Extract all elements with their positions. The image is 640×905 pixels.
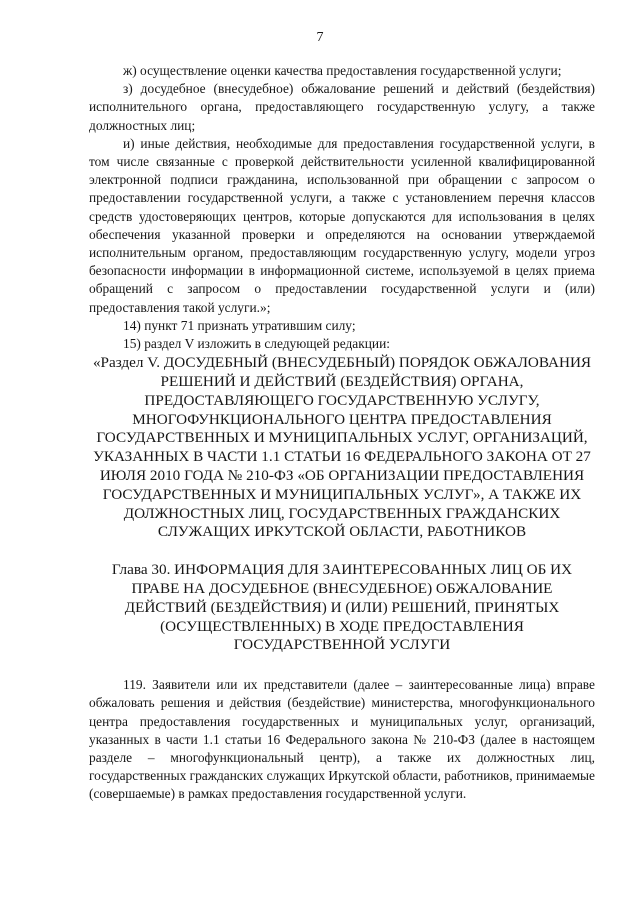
paragraph-z: з) досудебное (внесудебное) обжалование решений и действий (бездействия) исполнительного органа, предоставляющего государственную услугу, а также должностных лиц; (89, 81, 595, 133)
chapter-heading: Глава 30. ИНФОРМАЦИЯ ДЛЯ ЗАИНТЕРЕСОВАННЫХ ЛИЦ ОБ ИХ ПРАВЕ НА ДОСУДЕБНОЕ (ВНЕСУДЕБНОЕ) ОБЖАЛОВАНИЕ ДЕЙСТВИЙ (БЕЗДЕЙСТВИЯ) И (ИЛИ) РЕШЕНИЙ, ПРИНЯТЫХ (ОСУЩЕСТВЛЕННЫХ) В ХОДЕ ПРЕДОСТАВЛЕНИЯ ГОСУДАРСТВЕННОЙ УСЛУГИ (111, 561, 573, 654)
paragraph-14: 14) пункт 71 признать утратившим силу; (123, 317, 356, 333)
paragraph-i: и) иные действия, необходимые для предоставления государственной услуги, в том числе связанные с проверкой действительности усиленной квалифицированной электронной подписи гражданина, использованной при обращении с запросом о предоставлении государственной услуги, а также с установлением перечня классов средств удостоверяющих центров, которые допускаются для использования в целях обеспечения указанной проверки и определяются на основании утверждаемой исполнительным органом, предоставляющим государственную услугу, модели угроз безопасности информации в информационной системе, используемой в целях приема обращений с запросом о предоставлении государственной услуги и (или) предоставления такой услуги.»; (89, 135, 595, 315)
paragraph-15: 15) раздел V изложить в следующей редакции: (123, 336, 390, 352)
section-heading: «Раздел V. ДОСУДЕБНЫЙ (ВНЕСУДЕБНЫЙ) ПОРЯДОК ОБЖАЛОВАНИЯ РЕШЕНИЙ И ДЕЙСТВИЙ (БЕЗДЕЙСТВИЯ) ОРГАНА, ПРЕДОСТАВЛЯЮЩЕГО ГОСУДАРСТВЕННУЮ УСЛУГУ, МНОГОФУНКЦИОНАЛЬНОГО ЦЕНТРА ПРЕДОСТАВЛЕНИЯ ГОСУДАРСТВЕННЫХ И МУНИЦИПАЛЬНЫХ УСЛУГ, ОРГАНИЗАЦИЙ, УКАЗАННЫХ В ЧАСТИ 1.1 СТАТЬИ 16 ФЕДЕРАЛЬНОГО ЗАКОНА ОТ 27 ИЮЛЯ 2010 ГОДА № 210-ФЗ «ОБ ОРГАНИЗАЦИИ ПРЕДОСТАВЛЕНИЯ ГОСУДАРСТВЕННЫХ И МУНИЦИПАЛЬНЫХ УСЛУГ», А ТАКЖЕ ИХ ДОЛЖНОСТНЫХ ЛИЦ, ГОСУДАРСТВЕННЫХ ГРАЖДАНСКИХ СЛУЖАЩИХ ИРКУТСКОЙ ОБЛАСТИ, РАБОТНИКОВ (92, 354, 592, 541)
document-body (89, 62, 595, 804)
paragraph-119: 119. Заявители или их представители (далее – заинтересованные лица) вправе обжаловать решения и действия (бездействие) министерства, многофункционального центра предоставления государственных и муниципальных услуг, организаций, указанных в части 1.1 статьи 16 Федерального закона № 210-ФЗ (далее в настоящем разделе – многофункциональный центр), а также их должностных лиц, государственных гражданских служащих Иркутской области, работников, принимаемые (совершаемые) в рамках предоставления государственной услуги. (89, 677, 595, 802)
paragraph-zh: ж) осуществление оценки качества предоставления государственной услуги; (123, 63, 562, 78)
page-number: 7 (316, 30, 324, 45)
